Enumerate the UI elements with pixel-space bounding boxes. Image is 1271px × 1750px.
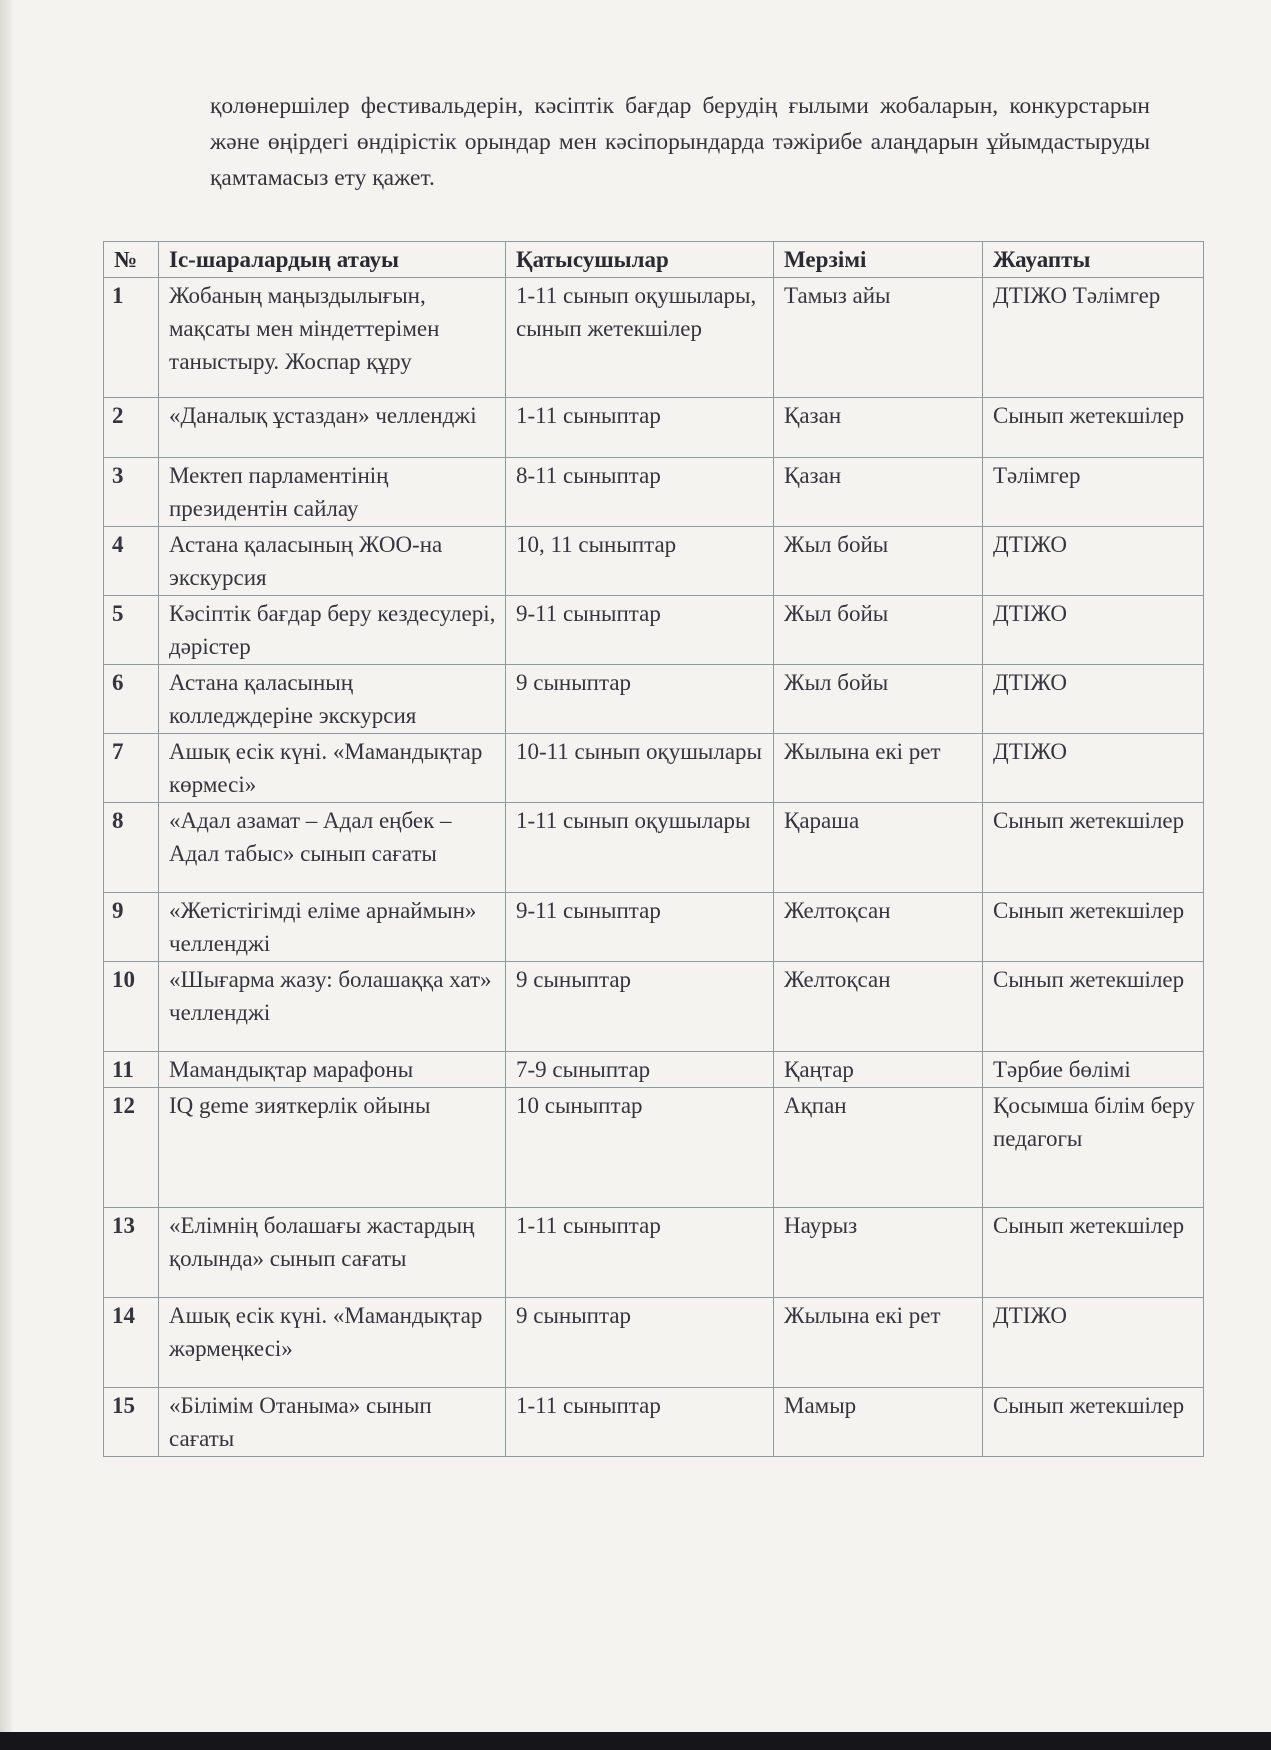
cell-number: 12 xyxy=(104,1088,159,1208)
cell-term: Қараша xyxy=(774,803,983,893)
cell-responsible: ДТІЖО xyxy=(983,1298,1204,1388)
header-responsible: Жауапты xyxy=(983,242,1204,278)
table-row xyxy=(104,1208,1204,1298)
cell-term: Желтоқсан xyxy=(774,962,983,1052)
cell-responsible: Қосымша білім беру педагогы xyxy=(983,1088,1204,1208)
cell-responsible: ДТІЖО xyxy=(983,665,1204,734)
cell-number: 7 xyxy=(104,734,159,803)
cell-event-name: «Адал азамат – Адал еңбек – Адал табыс» сынып сағаты xyxy=(159,803,506,893)
cell-event-name: «Даналық ұстаздан» челленджі xyxy=(159,398,506,458)
header-event-name: Іс-шаралардың атауы xyxy=(159,242,506,278)
table-row xyxy=(104,803,1204,893)
cell-responsible: ДТІЖО xyxy=(983,734,1204,803)
header-term: Мерзімі xyxy=(774,242,983,278)
cell-number: 6 xyxy=(104,665,159,734)
cell-term: Қазан xyxy=(774,458,983,527)
intro-paragraph xyxy=(210,88,1150,196)
cell-number: 9 xyxy=(104,893,159,962)
cell-term: Жылына екі рет xyxy=(774,734,983,803)
table-row xyxy=(104,893,1204,962)
cell-responsible: Сынып жетекшілер xyxy=(983,962,1204,1052)
cell-event-name: Мектеп парламентінің президентін сайлау xyxy=(159,458,506,527)
cell-participants: 8-11 сыныптар xyxy=(506,458,774,527)
header-number: № xyxy=(104,242,159,278)
cell-term: Жыл бойы xyxy=(774,596,983,665)
cell-responsible: Сынып жетекшілер xyxy=(983,803,1204,893)
scan-edge-shadow xyxy=(0,0,14,1750)
cell-event-name: Мамандықтар марафоны xyxy=(159,1052,506,1088)
cell-participants: 1-11 сыныптар xyxy=(506,1208,774,1298)
cell-participants: 9 сыныптар xyxy=(506,962,774,1052)
cell-term: Қазан xyxy=(774,398,983,458)
table-row xyxy=(104,458,1204,527)
table-row xyxy=(104,596,1204,665)
cell-term: Жыл бойы xyxy=(774,665,983,734)
cell-term: Қаңтар xyxy=(774,1052,983,1088)
cell-term: Жылына екі рет xyxy=(774,1298,983,1388)
cell-responsible: Сынып жетекшілер xyxy=(983,398,1204,458)
scan-bottom-edge xyxy=(0,1732,1271,1750)
cell-participants: 9-11 сыныптар xyxy=(506,596,774,665)
cell-number: 8 xyxy=(104,803,159,893)
cell-participants: 9 сыныптар xyxy=(506,665,774,734)
cell-participants: 9-11 сыныптар xyxy=(506,893,774,962)
cell-term: Тамыз айы xyxy=(774,278,983,398)
table-row xyxy=(104,527,1204,596)
cell-number: 13 xyxy=(104,1208,159,1298)
table-row xyxy=(104,1088,1204,1208)
cell-number: 5 xyxy=(104,596,159,665)
cell-participants: 1-11 сынып оқушылары, сынып жетекшілер xyxy=(506,278,774,398)
cell-participants: 7-9 сыныптар xyxy=(506,1052,774,1088)
cell-participants: 1-11 сынып оқушылары xyxy=(506,803,774,893)
table-header-row xyxy=(104,242,1204,278)
cell-number: 4 xyxy=(104,527,159,596)
header-participants: Қатысушылар xyxy=(506,242,774,278)
cell-term: Желтоқсан xyxy=(774,893,983,962)
cell-event-name: «Шығарма жазу: болашаққа хат» челленджі xyxy=(159,962,506,1052)
cell-responsible: ДТІЖО Тәлімгер xyxy=(983,278,1204,398)
cell-term: Мамыр xyxy=(774,1388,983,1457)
cell-number: 10 xyxy=(104,962,159,1052)
cell-responsible: Сынып жетекшілер xyxy=(983,1208,1204,1298)
cell-number: 1 xyxy=(104,278,159,398)
cell-number: 2 xyxy=(104,398,159,458)
cell-participants: 10 сыныптар xyxy=(506,1088,774,1208)
cell-event-name: Ашық есік күні. «Мамандықтар жәрмеңкесі» xyxy=(159,1298,506,1388)
table-row xyxy=(104,1388,1204,1457)
events-plan-table xyxy=(103,241,1204,1457)
cell-event-name: Астана қаласының ЖОО-на экскурсия xyxy=(159,527,506,596)
cell-participants: 1-11 сыныптар xyxy=(506,1388,774,1457)
cell-event-name: Кәсіптік бағдар беру кездесулері, дәрістер xyxy=(159,596,506,665)
cell-number: 3 xyxy=(104,458,159,527)
cell-number: 11 xyxy=(104,1052,159,1088)
cell-participants: 10, 11 сыныптар xyxy=(506,527,774,596)
cell-event-name: IQ geme зияткерлік ойыны xyxy=(159,1088,506,1208)
cell-event-name: Астана қаласының колледждеріне экскурсия xyxy=(159,665,506,734)
cell-term: Ақпан xyxy=(774,1088,983,1208)
cell-event-name: «Жетістігімді еліме арнаймын» челленджі xyxy=(159,893,506,962)
cell-responsible: ДТІЖО xyxy=(983,527,1204,596)
cell-number: 14 xyxy=(104,1298,159,1388)
cell-event-name: «Елімнің болашағы жастардың қолында» сынып сағаты xyxy=(159,1208,506,1298)
table-row xyxy=(104,665,1204,734)
cell-responsible: Сынып жетекшілер xyxy=(983,1388,1204,1457)
table-row xyxy=(104,278,1204,398)
table-row xyxy=(104,1298,1204,1388)
table-row xyxy=(104,398,1204,458)
cell-responsible: Тәлімгер xyxy=(983,458,1204,527)
cell-responsible: ДТІЖО xyxy=(983,596,1204,665)
table-row xyxy=(104,734,1204,803)
cell-responsible: Тәрбие бөлімі xyxy=(983,1052,1204,1088)
table-row xyxy=(104,962,1204,1052)
cell-participants: 10-11 сынып оқушылары xyxy=(506,734,774,803)
cell-event-name: Ашық есік күні. «Мамандықтар көрмесі» xyxy=(159,734,506,803)
cell-participants: 1-11 сыныптар xyxy=(506,398,774,458)
table-body xyxy=(104,278,1204,1457)
intro-text: қолөнершілер фестивальдерін, кәсіптік бағдар берудің ғылыми жобаларын, конкурстарын және өңірдегі өндірістік орындар мен кәсіпорындарда тәжірибе алаңдарын ұйымдастыруды қамтамасыз ету қажет. xyxy=(210,93,1150,191)
cell-event-name: Жобаның маңыздылығын, мақсаты мен міндеттерімен таныстыру. Жоспар құру xyxy=(159,278,506,398)
cell-term: Жыл бойы xyxy=(774,527,983,596)
cell-participants: 9 сыныптар xyxy=(506,1298,774,1388)
table-row xyxy=(104,1052,1204,1088)
cell-term: Наурыз xyxy=(774,1208,983,1298)
cell-responsible: Сынып жетекшілер xyxy=(983,893,1204,962)
cell-event-name: «Білімім Отаныма» сынып сағаты xyxy=(159,1388,506,1457)
cell-number: 15 xyxy=(104,1388,159,1457)
